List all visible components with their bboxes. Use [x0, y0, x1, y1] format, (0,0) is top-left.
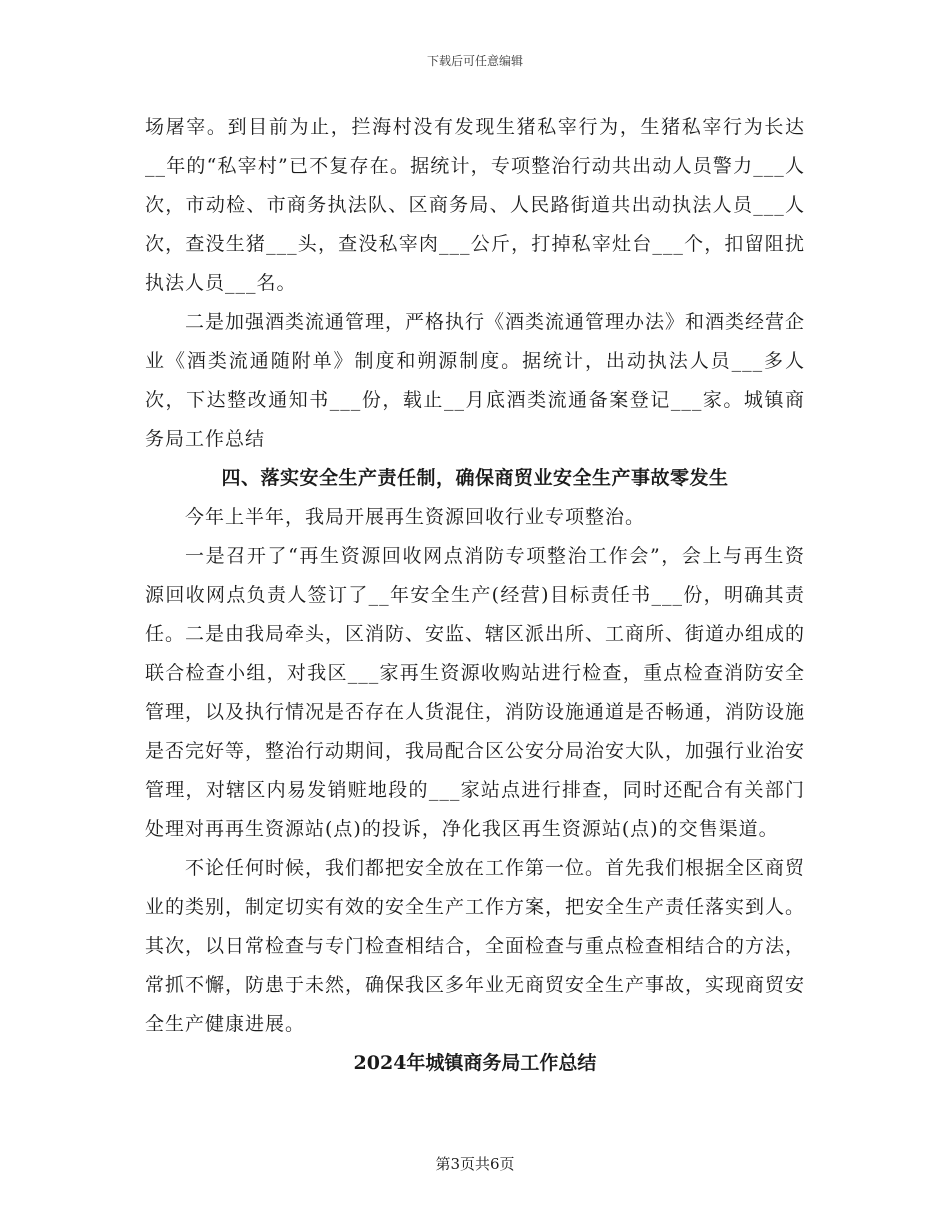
- header-note: 下载后可任意编辑: [426, 54, 523, 68]
- paragraph-recycling-intro: 今年上半年，我局开展再生资源回收行业专项整治。: [185, 506, 646, 528]
- page-number: 第3页共6页: [435, 1155, 515, 1173]
- paragraph-liquor-management: 二是加强酒类流通管理，严格执行《酒类流通管理办法》和酒类经营企业《酒类流通随附单》制度和朔源制度。据统计，出动执法人员___多人次，下达整改通知书___份，载止__月底酒类流通备案登记___家。城镇商务局工作总结: [145, 311, 806, 450]
- document-body: [145, 108, 805, 1083]
- document-title: 2024年城镇商务局工作总结: [353, 1052, 597, 1074]
- paragraph-safety-first: 不论任何时候，我们都把安全放在工作第一位。首先我们根据全区商贸业的类别，制定切实有效的安全生产工作方案，把安全生产责任落实到人。其次，以日常检查与专门检查相结合，全面检查与重点检查相结合的方法，常抓不懈，防患于未然，确保我区多年业无商贸安全生产事故，实现商贸安全生产健康进展。: [145, 857, 806, 1035]
- paragraph-recycling-details: 一是召开了“再生资源回收网点消防专项整治工作会”，会上与再生资源回收网点负责人签订了__年安全生产(经营)目标责任书___份，明确其责任。二是由我局牵头，区消防、安监、辖区派出所、工商所、街道办组成的联合检查小组，对我区___家再生资源收购站进行检查，重点检查消防安全管理，以及执行情况是否存在人货混住，消防设施通道是否畅通，消防设施是否完好等，整治行动期间，我局配合区公安分局治安大队，加强行业治安管理，对辖区内易发销赃地段的___家站点进行排查，同时还配合有关部门处理对再再生资源站(点)的投诉，净化我区再生资源站(点)的交售渠道。: [145, 545, 806, 840]
- section-heading-safety: 四、落实安全生产责任制，确保商贸业安全生产事故零发生: [221, 467, 729, 489]
- paragraph-pig-slaughter: 场屠宰。到目前为止，拦海村没有发现生猪私宰行为，生猪私宰行为长达__年的“私宰村”已不复存在。据统计，专项整治行动共出动人员警力___人次，市动检、市商务执法队、区商务局、人民路街道共出动执法人员___人次，查没生猪___头，查没私宰肉___公斤，打掉私宰灶台___个，扣留阻扰执法人员___名。: [145, 116, 805, 294]
